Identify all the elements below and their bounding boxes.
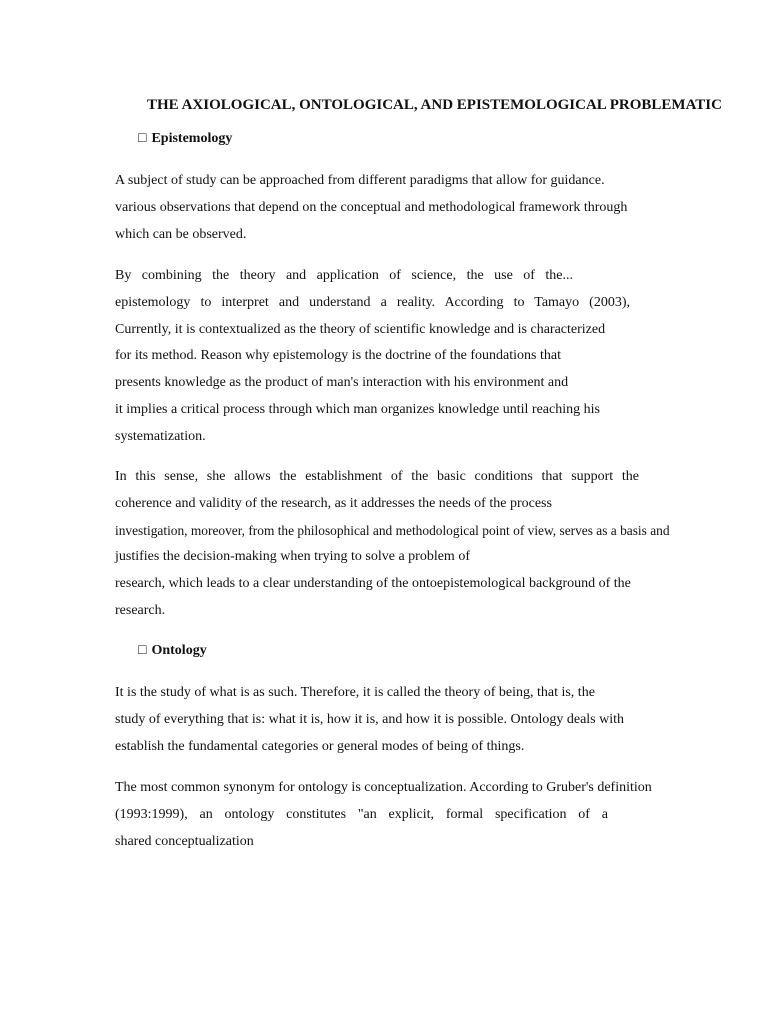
checkbox-bullet-icon: □ — [138, 131, 147, 146]
paragraph-line: In this sense, she allows the establishment of the basic conditions that support the — [115, 469, 639, 484]
paragraph-line: It is the study of what is as such. Therefore, it is called the theory of being, that is, the — [115, 685, 595, 700]
paragraph-line: A subject of study can be approached from different paradigms that allow for guidance. — [115, 173, 605, 188]
section-heading-label: Epistemology — [151, 131, 233, 146]
paragraph-line: coherence and validity of the research, as it addresses the needs of the process — [115, 495, 552, 511]
paragraph-line: study of everything that is: what it is, how it is, and how it is possible. Ontology deals with — [115, 711, 625, 727]
paragraph-line: various observations that depend on the conceptual and methodological framework through — [115, 199, 628, 215]
paragraph-line: justifies the decision-making when trying to solve a problem of — [115, 549, 470, 565]
section-heading-label: Ontology — [151, 643, 207, 658]
paragraph — [115, 680, 645, 760]
paragraph-line: it implies a critical process through which man organizes knowledge until reaching his — [115, 401, 600, 417]
paragraph-line: research, which leads to a clear understanding of the ontoepistemological background of the — [115, 576, 631, 592]
paragraph — [115, 775, 680, 855]
paragraph-line: research. — [115, 602, 166, 618]
paragraph-line: which can be observed. — [115, 226, 247, 242]
paragraph-line: establish the fundamental categories or general modes of being of things. — [115, 738, 525, 754]
paragraph-line: shared conceptualization — [115, 833, 254, 849]
paragraph-line: investigation, moreover, from the philosophical and methodological point of view, serves as a basis and — [115, 522, 670, 538]
paragraph-line: for its method. Reason why epistemology is the doctrine of the foundations that — [115, 348, 561, 364]
section-heading-epistemology — [138, 131, 232, 147]
paragraph-line: epistemology to interpret and understand a reality. According to Tamayo (2003), — [115, 294, 630, 310]
paragraph — [115, 168, 645, 248]
document-title: THE AXIOLOGICAL, ONTOLOGICAL, AND EPISTEMOLOGICAL PROBLEMATIC — [147, 97, 722, 113]
paragraph — [115, 464, 730, 625]
paragraph-line: (1993:1999), an ontology constitutes "an explicit, formal specification of a — [115, 806, 608, 822]
paragraph-line: Currently, it is contextualized as the theory of scientific knowledge and is characterized — [115, 321, 606, 337]
paragraph-line: systematization. — [115, 428, 206, 444]
paragraph-line: By combining the theory and application of science, the use of the... — [115, 268, 573, 283]
paragraph — [115, 263, 648, 451]
section-heading-ontology — [138, 643, 207, 659]
paragraph-line: presents knowledge as the product of man's interaction with his environment and — [115, 375, 569, 391]
checkbox-bullet-icon: □ — [138, 643, 147, 658]
paragraph-line: The most common synonym for ontology is conceptualization. According to Gruber's definition — [115, 780, 652, 795]
